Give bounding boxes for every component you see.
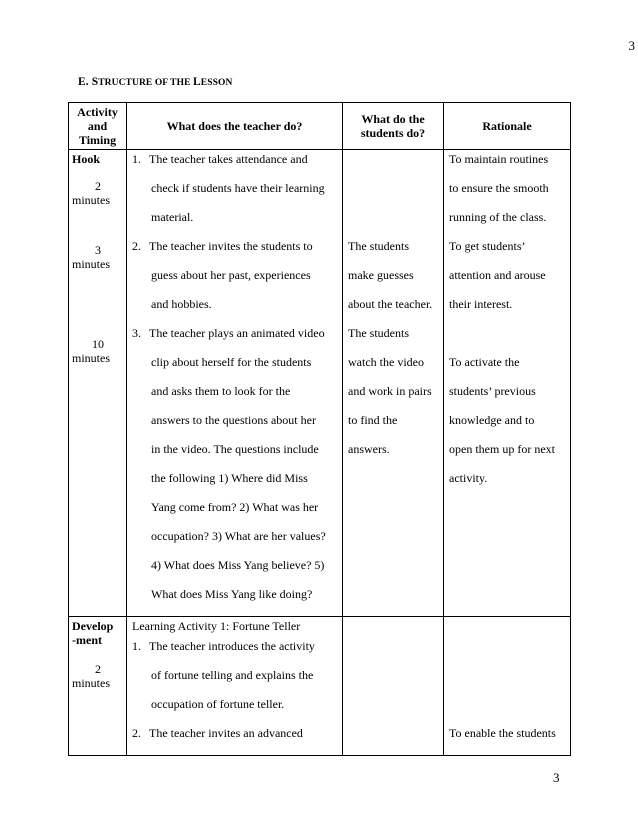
line-text: The teacher takes attendance and [149, 152, 308, 166]
development-teacher-lines [132, 639, 342, 755]
table-development-rationale_lines-line [449, 697, 570, 726]
table-hook-rationale_lines-line: To activate the [449, 355, 520, 369]
table-hook-student_lines-line [348, 558, 443, 587]
hook-rationale-cell [444, 150, 571, 617]
table-hook-rationale_lines-line: knowledge and to [449, 413, 535, 427]
line-text: The teacher plays an animated video [149, 326, 325, 340]
development-label-line-2: -ment [72, 633, 102, 647]
hook-label: Hook [72, 152, 101, 166]
line-text: the following 1) Where did Miss [151, 471, 308, 485]
line-text: The teacher invites the students to [149, 239, 313, 253]
line-text: clip about herself for the students [151, 355, 312, 369]
table.hook.teacher_lines-line [132, 210, 342, 239]
header-col1-line: and [87, 119, 108, 133]
line-text: Yang come from? 2) What was her [151, 500, 319, 514]
table-hook-student_lines-line [348, 471, 443, 500]
table-hook-student_lines-line [348, 181, 443, 210]
line-text: occupation? 3) What are her values? [151, 529, 326, 543]
table-hook-rationale_lines-line: running of the class. [449, 210, 547, 224]
section-rest-2: ESSON [200, 78, 233, 88]
table-hook-student_lines-line [348, 152, 443, 181]
line-text: What does Miss Yang like doing? [151, 587, 313, 601]
hook-time-3-unit: minutes [72, 351, 110, 365]
table.development.teacher_lines-line [132, 697, 342, 726]
table.development.teacher_lines-line [132, 668, 342, 697]
table.hook.teacher_lines-line [132, 471, 342, 500]
table.hook.teacher_lines-line [132, 442, 342, 471]
line-text: of fortune telling and explains the [151, 668, 314, 682]
table.hook.teacher_lines-line [132, 355, 342, 384]
table-hook-student_lines-line: make guesses [348, 268, 414, 282]
table-hook-rationale_lines-line: attention and arouse [449, 268, 546, 282]
table.hook.teacher_lines-line [132, 152, 342, 181]
table.hook.teacher_lines-line [132, 326, 342, 355]
lesson-structure-table [68, 102, 571, 756]
table-hook-rationale_lines-line [449, 587, 570, 616]
table.hook.teacher_lines-line [132, 587, 342, 616]
table.hook.teacher_lines-line [132, 268, 342, 297]
hook-timing-cell [69, 150, 127, 617]
table-development-rationale_lines-line: To enable the students [449, 726, 556, 740]
header-students [343, 103, 444, 150]
list-number: 1. [132, 639, 141, 653]
table-hook-rationale_lines-line [449, 558, 570, 587]
table-hook-student_lines-line [348, 587, 443, 616]
table-row-hook [69, 150, 571, 617]
section-first-letter: S [91, 76, 99, 88]
list-number: 2. [132, 726, 141, 740]
section-rest: TRUCTURE OF THE [98, 78, 194, 88]
line-text: guess about her past, experiences [151, 268, 311, 282]
table-hook-student_lines-line: The students [348, 239, 409, 253]
table-hook-rationale_lines-line: to ensure the smooth [449, 181, 549, 195]
header-col1-line: Activity [77, 105, 118, 119]
table-hook-student_lines-line [348, 500, 443, 529]
development-rationale-lines [449, 639, 570, 755]
table-hook-student_lines-line: The students [348, 326, 409, 340]
line-text: 4) What does Miss Yang believe? 5) [151, 558, 325, 572]
header-teacher: What does the teacher do? [127, 103, 343, 150]
page-number-top: 3 [628, 38, 635, 53]
table.development.teacher_lines-line [132, 726, 342, 755]
development-rationale-cell [444, 617, 571, 756]
table.hook.teacher_lines-line [132, 239, 342, 268]
table-hook-student_lines-line: about the teacher. [348, 297, 433, 311]
table-hook-rationale_lines-line: students’ previous [449, 384, 536, 398]
table.hook.teacher_lines-line [132, 558, 342, 587]
line-text: and hobbies. [151, 297, 212, 311]
table.hook.teacher_lines-line [132, 297, 342, 326]
line-text: in the video. The questions include [151, 442, 319, 456]
table.hook.teacher_lines-line [132, 529, 342, 558]
hook-students-cell [343, 150, 444, 617]
line-text: check if students have their learning [151, 181, 325, 195]
table-hook-student_lines-line: watch the video [348, 355, 424, 369]
table-hook-rationale_lines-line: their interest. [449, 297, 513, 311]
table-hook-student_lines-line: answers. [348, 442, 390, 456]
hook-time-3-number: 10 [92, 337, 104, 351]
hook-time-1-number: 2 [95, 179, 101, 193]
table.hook.teacher_lines-line [132, 413, 342, 442]
header-col3-line: What do the [361, 112, 425, 126]
section-letter: E. [78, 76, 92, 88]
development-students-cell [343, 617, 444, 756]
development-time-number: 2 [95, 662, 101, 676]
table-hook-student_lines-line: to find the [348, 413, 398, 427]
header-activity-timing [69, 103, 127, 150]
table-hook-student_lines-line [348, 529, 443, 558]
development-teacher-cell [127, 617, 343, 756]
hook-time-2-unit: minutes [72, 257, 110, 271]
list-number: 2. [132, 239, 141, 253]
table-hook-rationale_lines-line [449, 500, 570, 529]
table.hook.teacher_lines-line [132, 181, 342, 210]
table-hook-rationale_lines-line: activity. [449, 471, 488, 485]
table-hook-rationale_lines-line [449, 326, 570, 355]
table-hook-student_lines-line [348, 210, 443, 239]
table-header-row [69, 103, 571, 150]
table-hook-student_lines-line: and work in pairs [348, 384, 432, 398]
table-development-rationale_lines-line [449, 639, 570, 668]
table-hook-rationale_lines-line: To maintain routines [449, 152, 549, 166]
section-heading [78, 76, 232, 88]
table-hook-rationale_lines-line: To get students’ [449, 239, 526, 253]
table-development-rationale_lines-line [449, 668, 570, 697]
development-activity-title: Learning Activity 1: Fortune Teller [132, 619, 301, 633]
line-text: The teacher introduces the activity [149, 639, 315, 653]
table.development.teacher_lines-line [132, 639, 342, 668]
hook-teacher-cell [127, 150, 343, 617]
development-timing-cell [69, 617, 127, 756]
section-first-letter-2: L [193, 76, 201, 88]
line-text: answers to the questions about her [151, 413, 316, 427]
table.hook.teacher_lines-line [132, 500, 342, 529]
development-time-unit: minutes [72, 676, 110, 690]
line-text: occupation of fortune teller. [151, 697, 285, 711]
hook-time-1-unit: minutes [72, 193, 110, 207]
development-label-line-1: Develop [72, 619, 114, 633]
header-col1-line: Timing [78, 133, 117, 147]
table-hook-rationale_lines-line: open them up for next [449, 442, 555, 456]
table-row-development [69, 617, 571, 756]
header-col3-line: students do? [360, 126, 426, 140]
list-number: 1. [132, 152, 141, 166]
table-hook-rationale_lines-line [449, 529, 570, 558]
header-rationale: Rationale [444, 103, 571, 150]
line-text: The teacher invites an advanced [149, 726, 303, 740]
page-number-bottom: 3 [553, 770, 560, 785]
table.hook.teacher_lines-line [132, 384, 342, 413]
hook-time-2-number: 3 [95, 243, 101, 257]
line-text: material. [151, 210, 194, 224]
list-number: 3. [132, 326, 141, 340]
line-text: and asks them to look for the [151, 384, 291, 398]
